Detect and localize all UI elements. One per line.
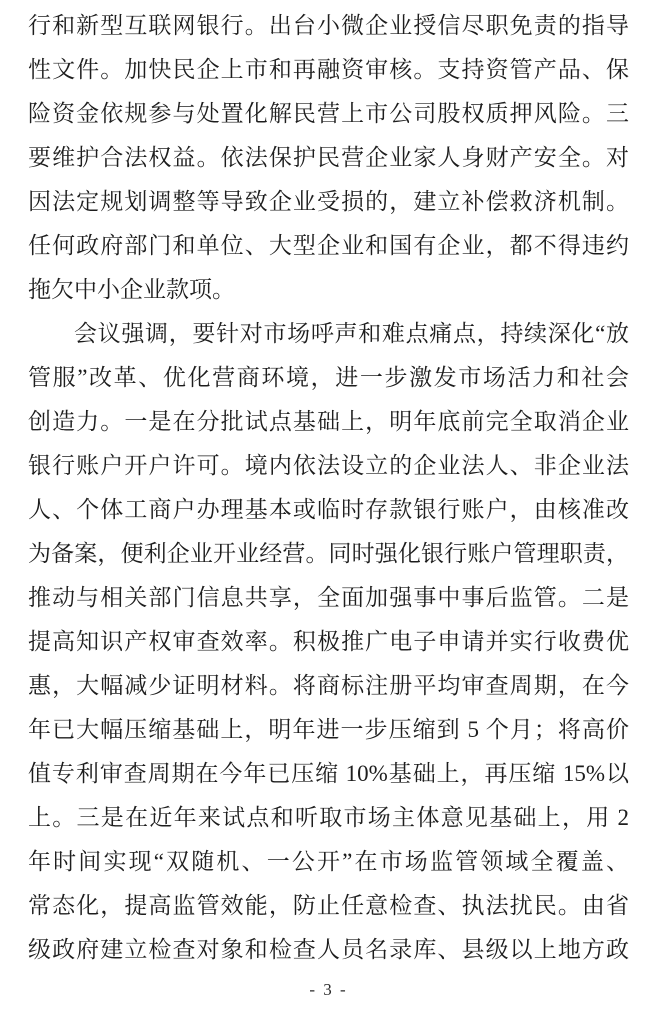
text-line: 年时间实现“双随机、一公开”在市场监管领域全覆盖、	[28, 849, 629, 874]
text-line: 推动与相关部门信息共享，全面加强事中事后监管。二是	[28, 585, 629, 610]
text-line: 要维护合法权益。依法保护民营企业家人身财产安全。对	[28, 145, 629, 170]
text-body	[28, 4, 629, 972]
text-line: 管服”改革、优化营商环境，进一步激发市场活力和社会	[28, 365, 629, 390]
text-line: 会议强调，要针对市场呼声和难点痛点，持续深化“放	[74, 321, 629, 346]
page-number: - 3 -	[309, 980, 348, 999]
text-line: 任何政府部门和单位、大型企业和国有企业，都不得违约	[28, 233, 629, 258]
text-line: 级政府建立检查对象和检查人员名录库、县级以上地方政	[28, 937, 629, 962]
text-line: 上。三是在近年来试点和听取市场主体意见基础上，用 2	[28, 805, 629, 830]
text-line: 银行账户开户许可。境内依法设立的企业法人、非企业法	[28, 453, 629, 478]
text-line: 拖欠中小企业款项。	[28, 277, 235, 302]
text-line: 性文件。加快民企上市和再融资审核。支持资管产品、保	[28, 57, 629, 82]
text-line: 提高知识产权审查效率。积极推广电子申请并实行收费优	[28, 629, 629, 654]
text-line: 值专利审查周期在今年已压缩 10%基础上，再压缩 15%以	[28, 761, 629, 786]
text-line: 惠，大幅减少证明材料。将商标注册平均审查周期，在今	[28, 673, 629, 698]
text-line: 人、个体工商户办理基本或临时存款银行账户，由核准改	[28, 497, 629, 522]
text-line: 年已大幅压缩基础上，明年进一步压缩到 5 个月；将高价	[28, 717, 629, 742]
text-line: 常态化，提高监管效能，防止任意检查、执法扰民。由省	[28, 893, 629, 918]
text-line: 险资金依规参与处置化解民营上市公司股权质押风险。三	[28, 101, 629, 126]
text-line: 因法定规划调整等导致企业受损的，建立补偿救济机制。	[28, 189, 629, 214]
text-line: 创造力。一是在分批试点基础上，明年底前完全取消企业	[28, 409, 629, 434]
text-line: 行和新型互联网银行。出台小微企业授信尽职免责的指导	[28, 13, 629, 38]
text-line: 为备案，便利企业开业经营。同时强化银行账户管理职责，	[28, 541, 629, 566]
